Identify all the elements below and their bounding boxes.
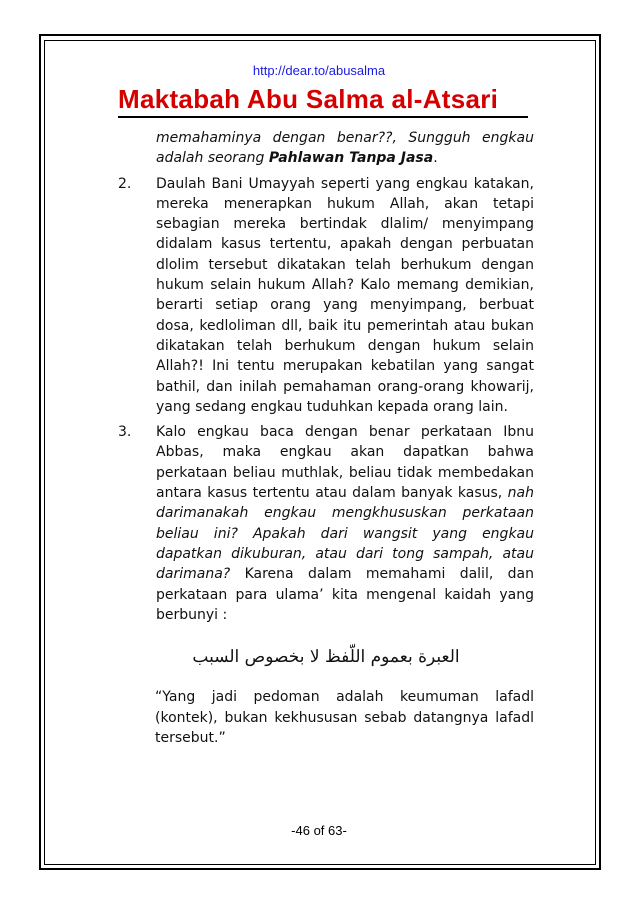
site-url-link[interactable]: http://dear.to/abusalma bbox=[252, 63, 386, 78]
list-item-text: Daulah Bani Umayyah seperti yang engkau katakan, mereka menerapkan hukum Allah, akan tetapi sebagian mereka bertindak dlalim/ menyimpang didalam kasus tertentu, apakah dengan perbuatan dlolim tersebut dikatakan telah berhukum dengan hukum selain hukum Allah? Kalo memang demikian, berarti setiap orang yang menyimpang, berbuat dosa, kedloliman dll, baik itu pemerintah atau bukan dikatakan telah berhukum dengan hukum selain Allah?! Ini tentu merupakan kebatilan yang sangat bathil, dan inilah pemahaman orang-orang khowarij, yang sedang engkau tuduhkan kepada orang lain. bbox=[156, 175, 534, 415]
intro-italic-text: memahaminya dengan benar??, Sungguh engkau adalah seorang bbox=[156, 130, 534, 167]
title-divider bbox=[118, 116, 528, 118]
intro-bold-italic-text: Pahlawan Tanpa Jasa bbox=[268, 150, 434, 167]
arabic-maxim: العبرة بعموم اللّفظ لا بخصوص السبب bbox=[192, 647, 460, 668]
intro-end-text: . bbox=[433, 150, 438, 167]
intro-paragraph bbox=[118, 128, 534, 169]
document-body bbox=[118, 128, 534, 748]
list-item-3 bbox=[118, 422, 534, 625]
item3-text-b: Karena dalam memahami dalil, dan perkataan para ulama’ kita mengenal kaidah yang berbunyi : bbox=[156, 566, 534, 623]
quote-paragraph: “Yang jadi pedoman adalah keumuman lafadl (kontek), bukan kekhususan sebab datangnya lafadl tersebut.” bbox=[155, 689, 534, 747]
item3-italic-text: nah darimanakah engkau mengkhususkan perkataan beliau ini? Apakah dari wangsit yang engkau dapatkan dikuburan, atau dari tong sampah, atau darimana? bbox=[156, 485, 534, 583]
page-number: -46 of 63- bbox=[291, 823, 347, 838]
item3-text-a: Kalo engkau baca dengan benar perkataan Ibnu Abbas, maka engkau akan dapatkan bahwa perkataan beliau muthlak, beliau tidak membedakan antara kasus tertentu atau dalam banyak kasus, bbox=[156, 424, 534, 502]
list-item-number: 2. bbox=[118, 175, 132, 192]
list-item-2 bbox=[118, 174, 534, 418]
list-item-text bbox=[156, 422, 534, 625]
site-title: Maktabah Abu Salma al-Atsari bbox=[118, 84, 499, 114]
list-item-number: 3. bbox=[118, 424, 132, 441]
